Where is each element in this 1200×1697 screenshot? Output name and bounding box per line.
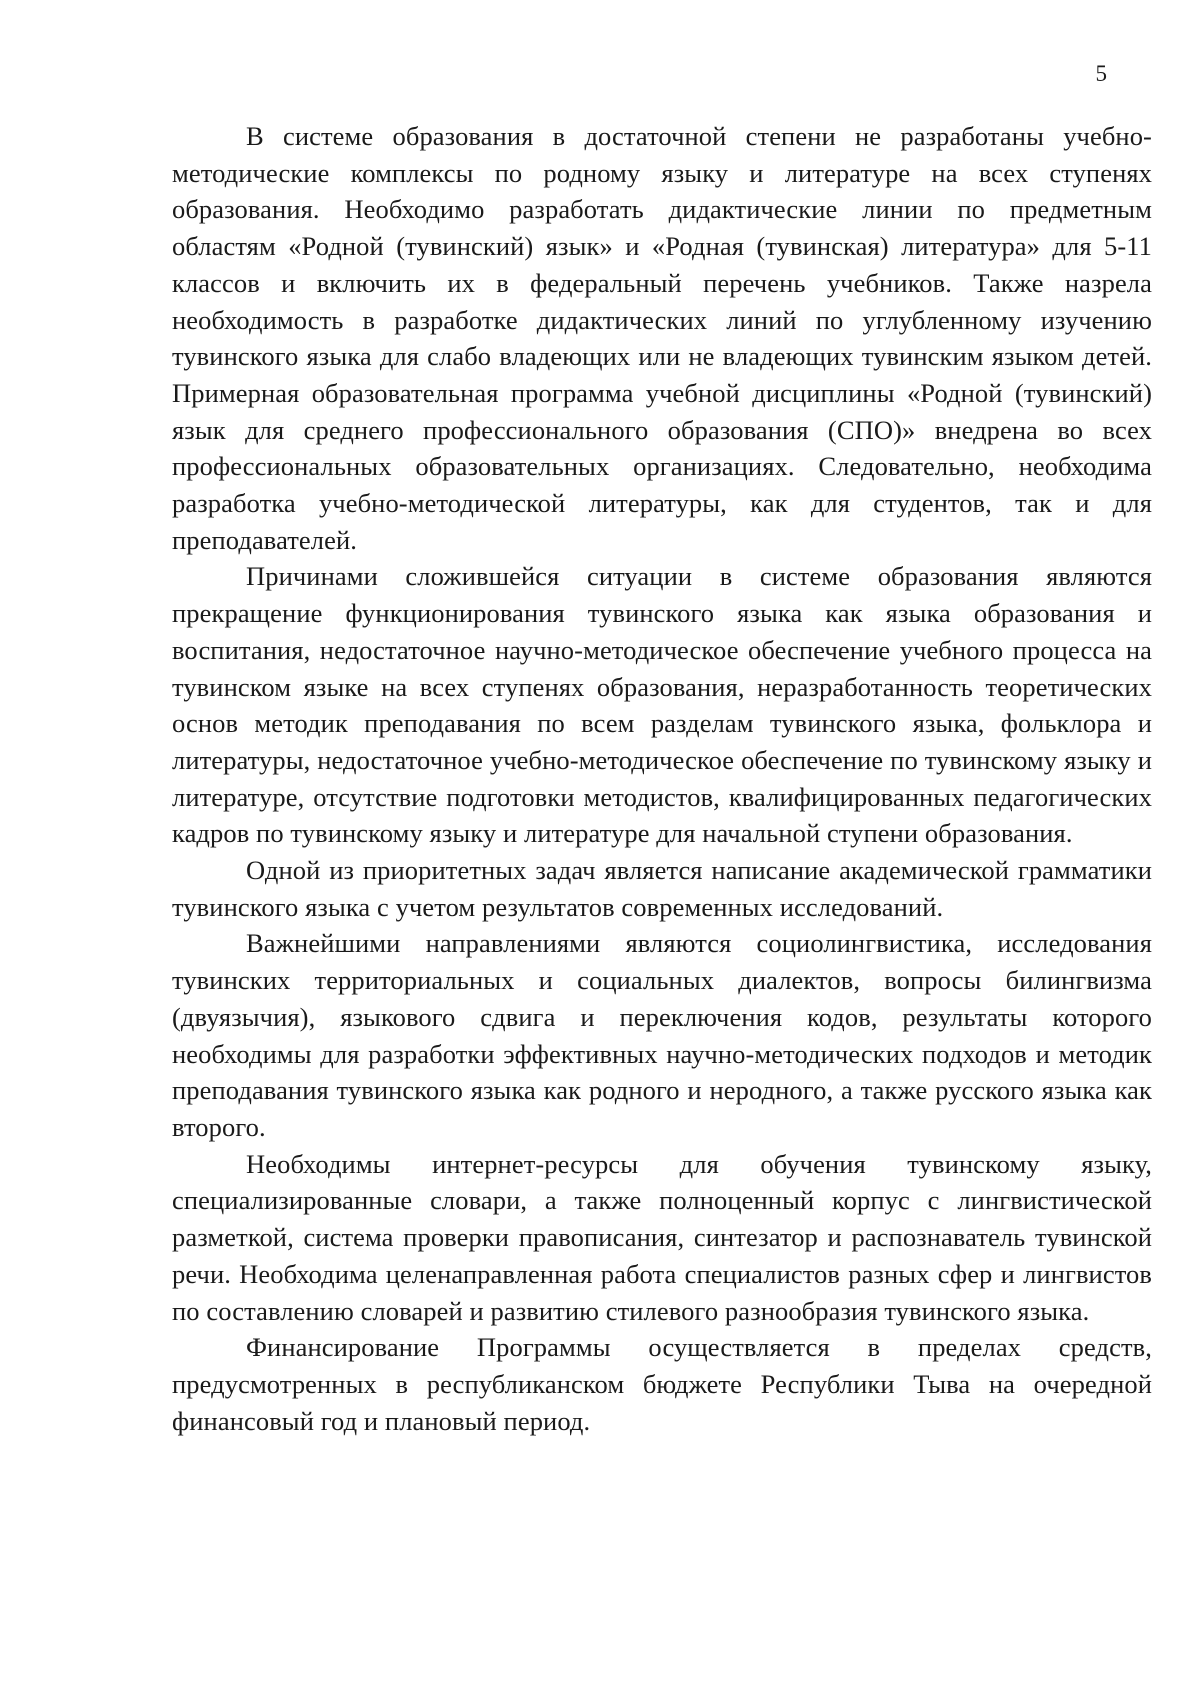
paragraph-causes: Причинами сложившейся ситуации в системе образования являются прекращение функционирования тувинского языка как языка образования и воспитания, недостаточное научно-методическое обеспечение учебного процесса на тувинском языке на всех ступенях образования, неразработанность теоретических основ методик преподавания по всем разделам тувинского языка, фольклора и литературы, недостаточное учебно-методическое обеспечение по тувинскому языку и литературе, отсутствие подготовки методистов, квалифицированных педагогических кадров по тувинскому языку и литературе для начальной ступени образования. — [172, 561, 1152, 849]
paragraph-financing: Финансирование Программы осуществляется в пределах средств, предусмотренных в республиканском бюджете Республики Тыва на очередной финансовый год и плановый период. — [172, 1332, 1152, 1436]
paragraph-internet-resources: Необходимы интернет-ресурсы для обучения тувинскому языку, специализированные словари, а также полноценный корпус с лингвистической разметкой, система проверки правописания, синтезатор и распознаватель тувинской речи. Необходима целенаправленная работа специалистов разных сфер и лингвистов по составлению словарей и развитию стилевого разнообразия тувинского языка. — [172, 1148, 1152, 1326]
page-number: 5 — [1095, 61, 1107, 86]
paragraph-curriculum-gaps: В системе образования в достаточной степени не разработаны учебно-методические комплексы по родному языку и литературе на всех ступенях образования. Необходимо разработать дидактические линии по предметным областям «Родной (тувинский) язык» и «Родная (тувинская) литература» для 5-11 классов и включить их в федеральный перечень учебников. Также назрела необходимость в разработке дидактических линий по углубленному изучению тувинского языка для слабо владеющих или не владеющих тувинским языком детей. Примерная образовательная программа учебной дисциплины «Родной (тувинский) язык для среднего профессионального образования (СПО)» внедрена во всех профессиональных образовательных организациях. Следовательно, необходима разработка учебно-методической литературы, как для студентов, так и для преподавателей. — [172, 121, 1152, 555]
document-body — [172, 118, 1152, 1439]
paragraph-research-directions: Важнейшими направлениями являются социолингвистика, исследования тувинских территориальных и социальных диалектов, вопросы билингвизма (двуязычия), языкового сдвига и переключения кодов, результаты которого необходимы для разработки эффективных научно-методических подходов и методик преподавания тувинского языка как родного и неродного, а также русского языка как второго. — [172, 928, 1152, 1142]
paragraph-grammar-priority: Одной из приоритетных задач является написание академической грамматики тувинского языка с учетом результатов современных исследований. — [172, 855, 1152, 922]
